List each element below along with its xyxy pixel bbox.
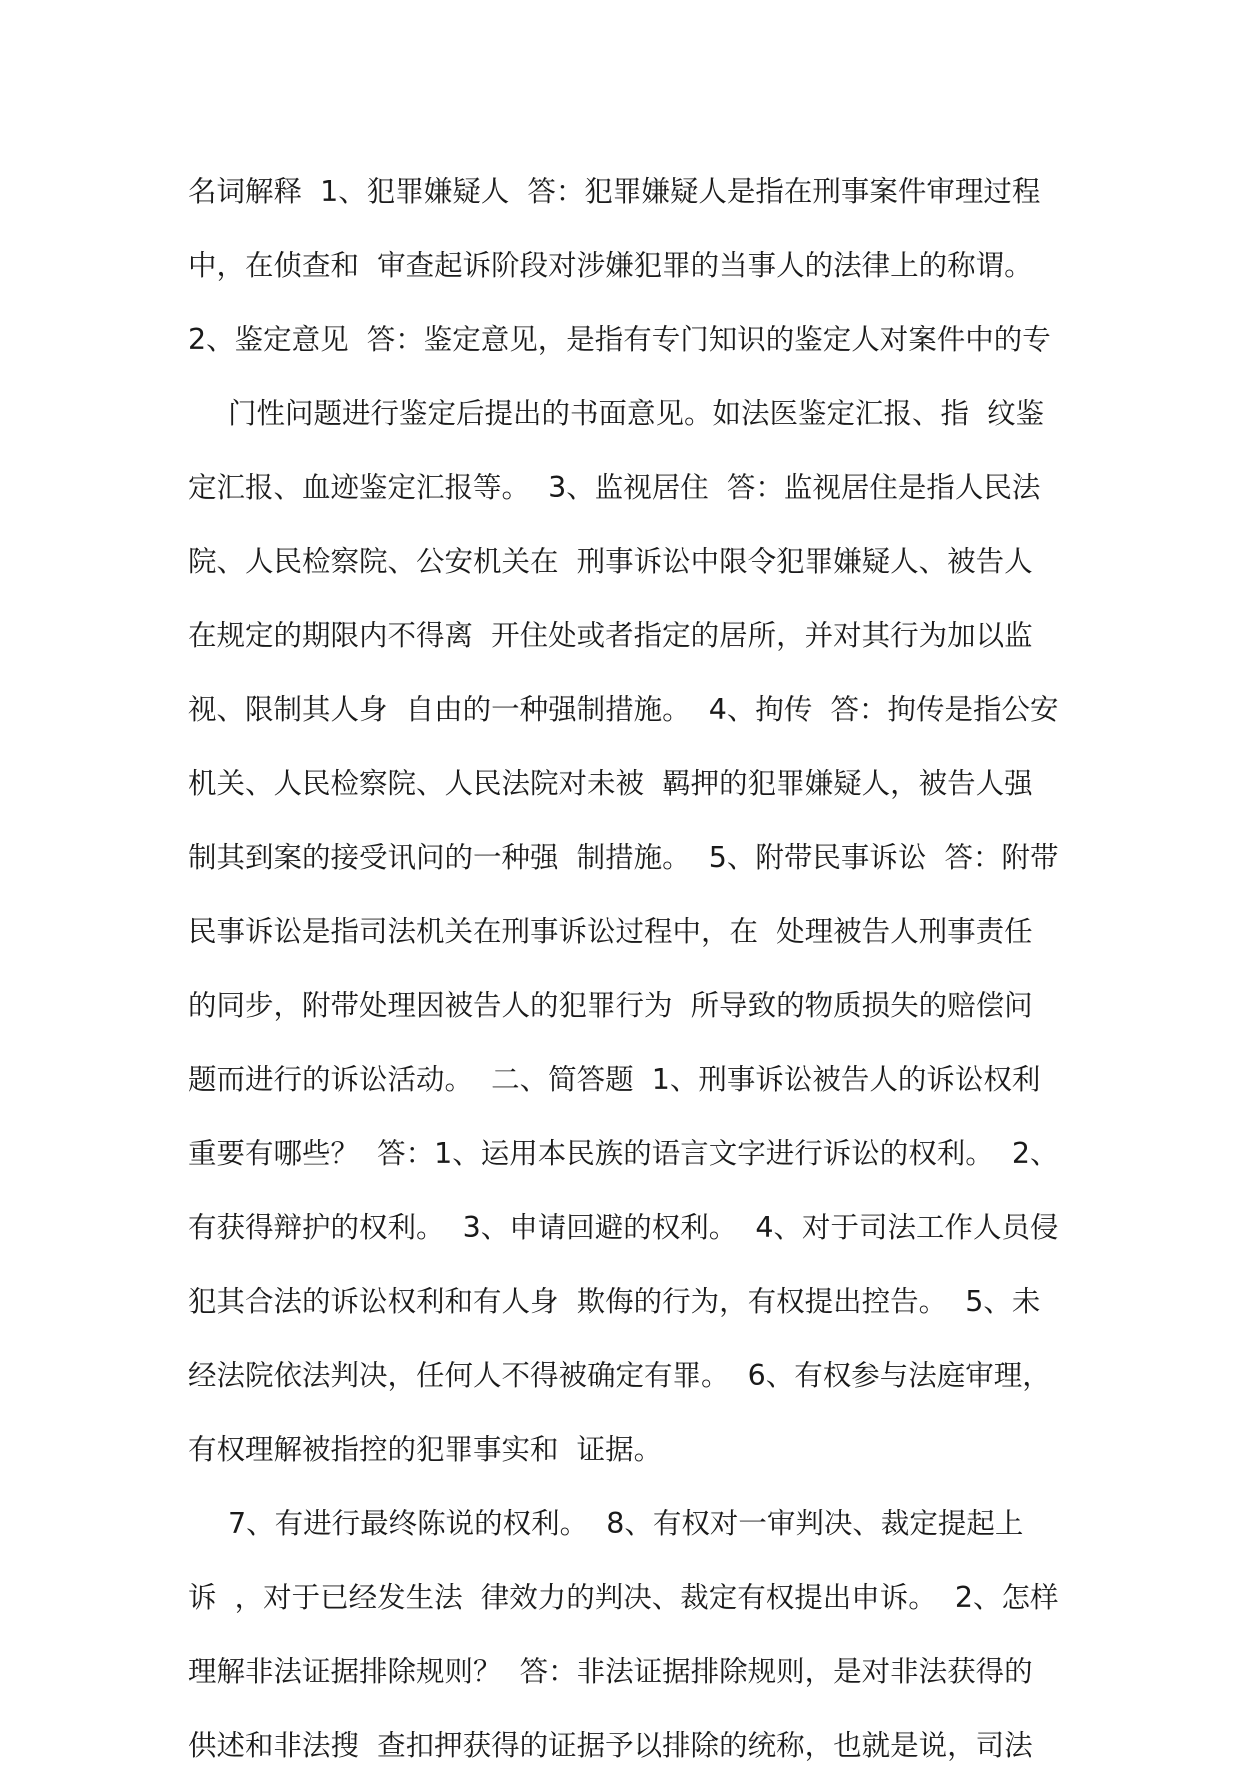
text-line: 有权理解被指控的犯罪事实和 证据。 xyxy=(188,1433,663,1466)
text-line: 理解非法证据排除规则？ 答：非法证据排除规则，是对非法获得的 xyxy=(188,1655,1033,1688)
text-line: 视、限制其人身 自由的一种强制措施。 4、拘传 答：拘传是指公安 xyxy=(188,693,1059,726)
text-line: 经法院依法判决，任何人不得被确定有罪。 6、有权参与法庭审理， xyxy=(188,1359,1051,1392)
text-line: 的同步，附带处理因被告人的犯罪行为 所导致的物质损失的赔偿问 xyxy=(188,989,1033,1022)
text-line: 院、人民检察院、公安机关在 刑事诉讼中限令犯罪嫌疑人、被告人 xyxy=(188,545,1033,578)
text-line: 制其到案的接受讯问的一种强 制措施。 5、附带民事诉讼 答：附带 xyxy=(188,841,1059,874)
text-line: 定汇报、血迹鉴定汇报等。 3、监视居住 答：监视居住是指人民法 xyxy=(188,471,1041,504)
text-line: 机关、人民检察院、人民法院对未被 羁押的犯罪嫌疑人，被告人强 xyxy=(188,767,1033,800)
text-line: 民事诉讼是指司法机关在刑事诉讼过程中，在 处理被告人刑事责任 xyxy=(188,915,1033,948)
text-line: 门性问题进行鉴定后提出的书面意见。如法医鉴定汇报、指 纹鉴 xyxy=(228,397,1045,430)
text-line: 题而进行的诉讼活动。 二、简答题 1、刑事诉讼被告人的诉讼权利 xyxy=(188,1063,1041,1096)
text-line: 有获得辩护的权利。 3、申请回避的权利。 4、对于司法工作人员侵 xyxy=(188,1211,1059,1244)
text-line: 犯其合法的诉讼权利和有人身 欺侮的行为，有权提出控告。 5、未 xyxy=(188,1285,1041,1318)
text-line: 2、鉴定意见 答：鉴定意见，是指有专门知识的鉴定人对案件中的专 xyxy=(188,323,1051,356)
text-line: 在规定的期限内不得离 开住处或者指定的居所，并对其行为加以监 xyxy=(188,619,1033,652)
text-line: 重要有哪些？ 答：1、运用本民族的语言文字进行诉讼的权利。 2、 xyxy=(188,1137,1059,1170)
text-line: 中，在侦查和 审查起诉阶段对涉嫌犯罪的当事人的法律上的称谓。 xyxy=(188,249,1033,282)
text-line: 7、有进行最终陈说的权利。 8、有权对一审判决、裁定提起上 xyxy=(228,1507,1024,1540)
text-line: 供述和非法搜 查扣押获得的证据予以排除的统称，也就是说，司法 xyxy=(188,1729,1033,1762)
text-line: 名词解释 1、犯罪嫌疑人 答：犯罪嫌疑人是指在刑事案件审理过程 xyxy=(188,175,1041,208)
text-line: 诉 ，对于已经发生法 律效力的判决、裁定有权提出申诉。 2、怎样 xyxy=(188,1581,1059,1614)
body-text xyxy=(188,155,1068,1783)
